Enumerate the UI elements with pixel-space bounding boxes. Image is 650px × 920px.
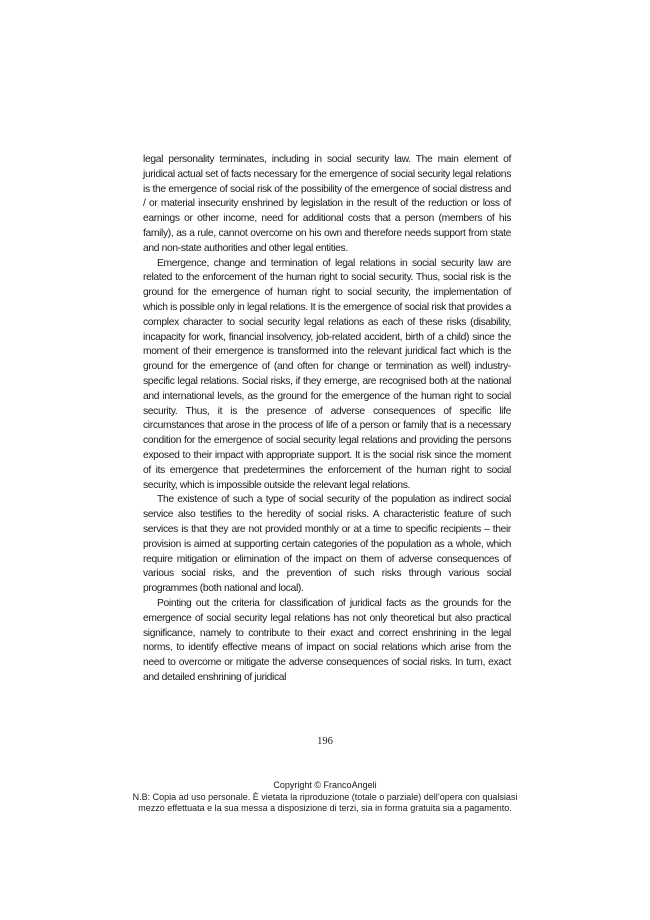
copyright-line: Copyright © FrancoAngeli xyxy=(273,780,377,790)
copyright-footer xyxy=(0,780,650,815)
notice-line-1: N.B: Copia ad uso personale. È vietata la riproduzione (totale o parziale) dell’opera con qualsiasi xyxy=(132,791,518,802)
notice-line-2: mezzo effettuata e la sua messa a disposizione di terzi, sia in forma gratuita sia a pagamento. xyxy=(138,803,512,813)
paragraph-1: legal personality terminates, including in social security law. The main element of juridical actual set of facts necessary for the emergence of social security legal relations is the emergence of social risk of the possibility of the emergence of social distress and / or material insecurity enshrined by legislation in the result of the reduction or loss of earnings or other income, need for additional costs that a person (members of his family), as a rule, cannot overcome on his own and therefore needs support from state and non-state authorities and other legal entities. xyxy=(143,154,511,254)
paragraph-3: The existence of such a type of social security of the population as indirect social service also testifies to the heredity of social risks. A characteristic feature of such services is that they are not provided monthly or at a time to specific recipients – their provision is aimed at supporting certain categories of the population as a whole, which require mitigation or elimination of the impact on them of adverse consequences of various social risks, and the prevention of such risks through various social programmes (both national and local). xyxy=(143,494,511,595)
paragraph-2: Emergence, change and termination of legal relations in social security law are related to the enforcement of the human right to social security. Thus, social risk is the ground for the emergence of human right to social security, the implementation of which is possible only in legal relations. It is the emergence of social risk that provides a complex character to social security legal relations as each of these risks (disability, incapacity for work, financial insolvency, job-related accident, birth of a child) since the moment of their emergence is transformed into the relevant juridical fact which is the ground for the emergence of (and often for change or termination as well) industry-specific legal relations. Social risks, if they emerge, are recognised both at the national and international levels, as the ground for the emergence of the human right to social security. Thus, it is the presence of adverse consequences of specific life circumstances that arose in the process of life of a person or family that is a necessary condition for the emergence of social security legal relations and providing the persons exposed to their impact with appropriate support. It is the social risk since the moment of its emergence that predetermines the enforcement of the human right to social security, which is impossible outside the relevant legal relations. xyxy=(143,257,511,491)
body-text xyxy=(143,153,511,686)
page-number: 196 xyxy=(317,736,333,747)
paragraph-4: Pointing out the criteria for classification of juridical facts as the grounds for the emergence of social security legal relations has not only theoretical but also practical significance, namely to contribute to their exact and correct enshrining in the legal norms, to identify effective means of impact on social relations which arise from the need to overcome or mitigate the adverse consequences of social risks. In turn, exact and detailed enshrining of juridical xyxy=(143,597,511,683)
